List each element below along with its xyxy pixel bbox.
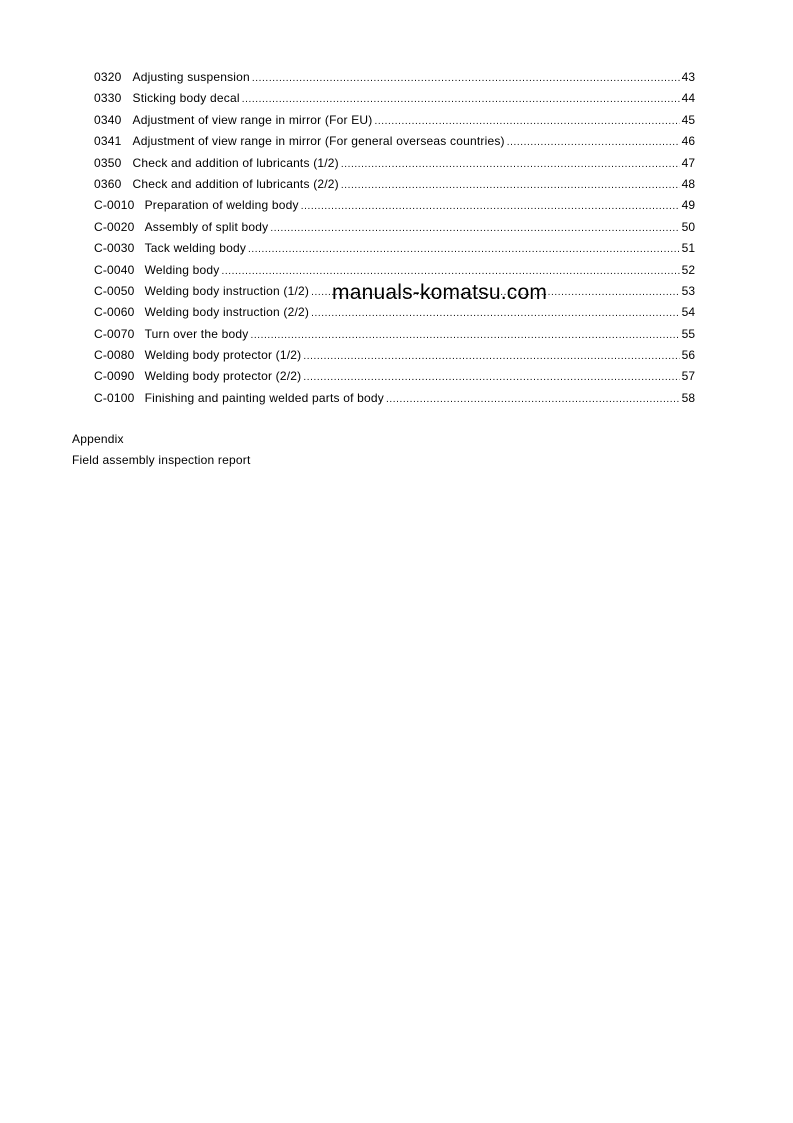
toc-entry-code: C-0070 bbox=[94, 326, 135, 341]
toc-entry[interactable] bbox=[94, 195, 695, 216]
toc-entry-page: 53 bbox=[681, 283, 695, 298]
toc-entry-title: Turn over the body bbox=[144, 326, 249, 341]
toc-entry[interactable] bbox=[94, 260, 695, 281]
toc-entry[interactable] bbox=[94, 366, 695, 387]
toc-leader-dots bbox=[303, 346, 679, 367]
toc-entry-code: C-0080 bbox=[94, 348, 135, 363]
toc-entry-page: 57 bbox=[681, 369, 695, 384]
toc-entry-page: 45 bbox=[681, 112, 695, 127]
toc-leader-dots bbox=[507, 132, 680, 153]
toc-entry-page: 44 bbox=[681, 91, 695, 106]
toc-entry[interactable] bbox=[94, 217, 695, 238]
toc-entry[interactable] bbox=[94, 238, 695, 259]
toc-entry-title: Tack welding body bbox=[144, 241, 247, 256]
toc-entry-title: Welding body instruction (2/2) bbox=[144, 305, 310, 320]
toc-entry-code: C-0100 bbox=[94, 390, 135, 405]
toc-entry-code: C-0030 bbox=[94, 241, 135, 256]
toc-leader-dots bbox=[375, 111, 680, 132]
toc-entry-title: Preparation of welding body bbox=[144, 198, 299, 213]
toc-entry-page: 48 bbox=[681, 176, 695, 191]
toc-entry-code: C-0060 bbox=[94, 305, 135, 320]
watermark-text: manuals-komatsu.com bbox=[332, 281, 548, 304]
toc-entry-page: 50 bbox=[681, 219, 695, 234]
toc-entry-page: 49 bbox=[681, 198, 695, 213]
toc-entry[interactable] bbox=[94, 388, 695, 409]
toc-entry-code: 0341 bbox=[94, 134, 122, 149]
toc-entry-code: 0330 bbox=[94, 91, 122, 106]
appendix-section bbox=[72, 429, 250, 472]
toc-leader-dots bbox=[250, 325, 679, 346]
toc-entry[interactable] bbox=[94, 88, 695, 109]
toc-entry-title: Check and addition of lubricants (2/2) bbox=[132, 176, 339, 191]
toc-entry-code: C-0020 bbox=[94, 219, 135, 234]
toc-entry-title: Assembly of split body bbox=[144, 219, 269, 234]
toc-entry-code: C-0050 bbox=[94, 283, 135, 298]
toc-entry[interactable] bbox=[94, 324, 695, 345]
toc-leader-dots bbox=[301, 196, 680, 217]
toc-entry-page: 43 bbox=[681, 70, 695, 84]
toc-entry-title: Adjustment of view range in mirror (For general overseas countries) bbox=[132, 134, 505, 149]
toc-entry-page: 58 bbox=[681, 390, 695, 405]
toc-leader-dots bbox=[248, 239, 680, 260]
toc-leader-dots bbox=[303, 367, 679, 388]
toc-entry-code: C-0010 bbox=[94, 198, 135, 213]
toc-leader-dots bbox=[252, 68, 680, 89]
toc-entry-title: Welding body bbox=[144, 262, 220, 277]
toc-leader-dots bbox=[270, 218, 679, 239]
toc-entry-page: 52 bbox=[681, 262, 695, 277]
toc-entry-page: 54 bbox=[681, 305, 695, 320]
toc-entry-page: 46 bbox=[681, 134, 695, 149]
toc-entry-title: Adjustment of view range in mirror (For EU) bbox=[132, 112, 373, 127]
toc-entry-page: 51 bbox=[681, 241, 695, 256]
toc-entry[interactable] bbox=[94, 153, 695, 174]
toc-entry-code: 0320 bbox=[94, 70, 122, 84]
toc-entry[interactable] bbox=[94, 131, 695, 152]
toc-entry-title: Check and addition of lubricants (1/2) bbox=[132, 155, 339, 170]
toc-entry-code: 0350 bbox=[94, 155, 122, 170]
toc-entry-page: 55 bbox=[681, 326, 695, 341]
toc-entry-code: C-0040 bbox=[94, 262, 135, 277]
toc-entry[interactable] bbox=[94, 345, 695, 366]
appendix-heading: Appendix bbox=[72, 432, 124, 446]
toc-entry[interactable] bbox=[94, 174, 695, 195]
toc-entry-page: 47 bbox=[681, 155, 695, 170]
toc-entry-code: 0340 bbox=[94, 112, 122, 127]
toc-entry[interactable] bbox=[94, 110, 695, 131]
toc-leader-dots bbox=[341, 175, 680, 196]
toc-entry-title: Sticking body decal bbox=[132, 91, 240, 106]
toc-leader-dots bbox=[341, 154, 680, 175]
table-of-contents bbox=[94, 67, 695, 409]
appendix-item[interactable]: Field assembly inspection report bbox=[72, 453, 251, 468]
toc-leader-dots bbox=[242, 89, 680, 110]
toc-entry-title: Welding body protector (1/2) bbox=[144, 348, 302, 363]
toc-entry-page: 56 bbox=[681, 348, 695, 363]
toc-entry-code: C-0090 bbox=[94, 369, 135, 384]
toc-entry-title: Finishing and painting welded parts of body bbox=[144, 390, 384, 405]
toc-entry-code: 0360 bbox=[94, 176, 122, 191]
toc-entry-title: Adjusting suspension bbox=[132, 70, 250, 84]
toc-leader-dots bbox=[386, 389, 680, 410]
toc-entry[interactable] bbox=[94, 67, 695, 88]
toc-entry-title: Welding body instruction (1/2) bbox=[144, 283, 310, 298]
toc-entry-title: Welding body protector (2/2) bbox=[144, 369, 302, 384]
